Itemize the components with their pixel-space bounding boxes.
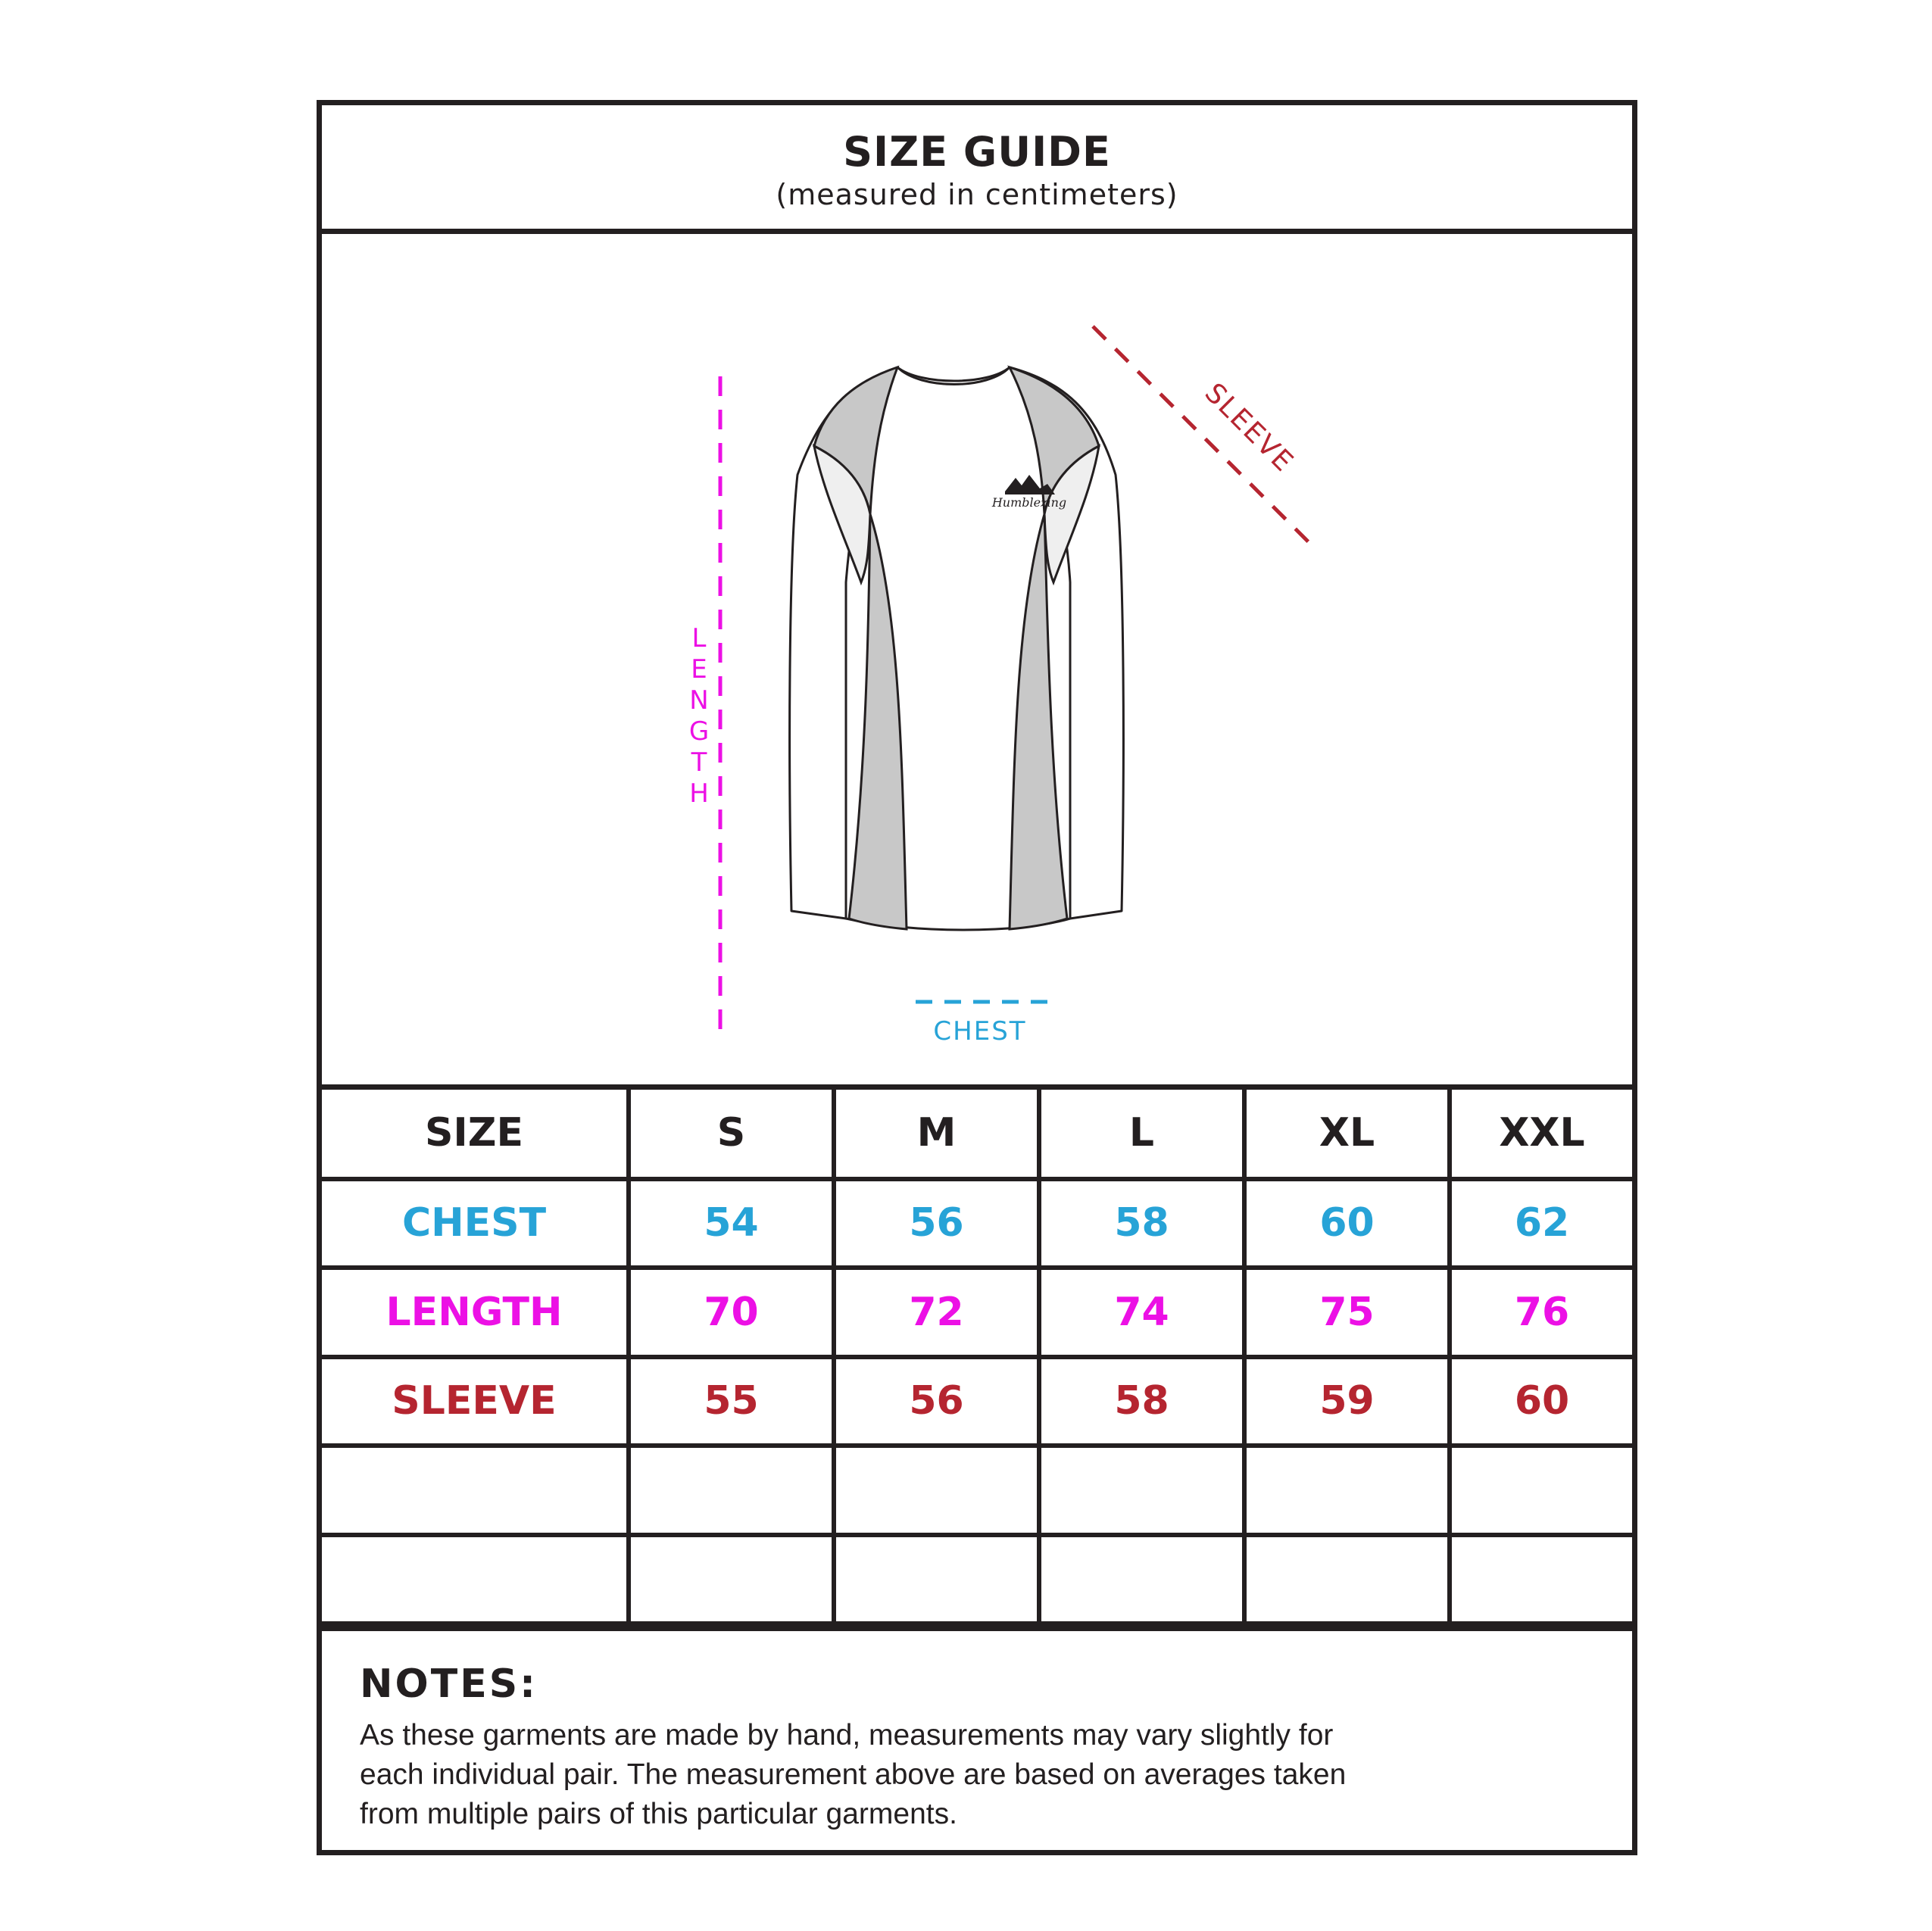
header-size: SIZE (322, 1090, 629, 1179)
garment-diagram (322, 234, 1632, 1090)
table-header-row (322, 1090, 1632, 1179)
table-row-empty (322, 1446, 1632, 1535)
empty-cell (834, 1535, 1039, 1624)
notes-body (360, 1716, 1435, 1834)
empty-cell (1039, 1446, 1244, 1535)
chest-label: CHEST (933, 1016, 1027, 1047)
table-cell: 76 (1450, 1268, 1632, 1357)
length-letter: N (689, 685, 709, 716)
size-guide-card (317, 100, 1637, 1855)
table-cell: 56 (834, 1357, 1039, 1446)
table-cell: 59 (1244, 1357, 1450, 1446)
table-cell: 54 (629, 1179, 834, 1268)
empty-cell (629, 1535, 834, 1624)
page-subtitle: (measured in centimeters) (776, 178, 1178, 211)
header-l: L (1039, 1090, 1244, 1179)
length-letter: H (689, 778, 709, 809)
table-cell: 58 (1039, 1179, 1244, 1268)
table-cell: 60 (1450, 1357, 1632, 1446)
length-letter: T (691, 747, 707, 778)
table-cell: 70 (629, 1268, 834, 1357)
page-title: SIZE GUIDE (843, 128, 1111, 176)
table-row-empty (322, 1535, 1632, 1624)
notes-section (322, 1626, 1632, 1850)
row-label: SLEEVE (322, 1357, 629, 1446)
header-m: M (834, 1090, 1039, 1179)
length-letter: L (691, 623, 707, 654)
header-s: S (629, 1090, 834, 1179)
notes-line: each individual pair. The measurement above are based on averages taken (360, 1758, 1347, 1791)
shirt-illustration (322, 234, 1632, 1090)
brand-logo-text: Humblezing (991, 495, 1067, 510)
notes-title: NOTES: (360, 1661, 538, 1707)
empty-cell (1450, 1535, 1632, 1624)
empty-cell (1450, 1446, 1632, 1535)
length-letter: E (691, 654, 707, 685)
empty-cell (1039, 1535, 1244, 1624)
table-cell: 75 (1244, 1268, 1450, 1357)
empty-cell (322, 1535, 629, 1624)
empty-cell (322, 1446, 629, 1535)
empty-cell (1244, 1535, 1450, 1624)
row-label: LENGTH (322, 1268, 629, 1357)
table-cell: 60 (1244, 1179, 1450, 1268)
notes-line: As these garments are made by hand, measurements may vary slightly for (360, 1719, 1334, 1752)
table-cell: 55 (629, 1357, 834, 1446)
row-label: CHEST (322, 1179, 629, 1268)
table-cell: 56 (834, 1179, 1039, 1268)
empty-cell (1244, 1446, 1450, 1535)
empty-cell (834, 1446, 1039, 1535)
header-xl: XL (1244, 1090, 1450, 1179)
table-cell: 74 (1039, 1268, 1244, 1357)
table-cell: 62 (1450, 1179, 1632, 1268)
notes-line: from multiple pairs of this particular garments. (360, 1798, 957, 1830)
header (322, 105, 1632, 234)
header-xxl: XXL (1450, 1090, 1632, 1179)
table-row-length (322, 1268, 1632, 1357)
table-cell: 72 (834, 1268, 1039, 1357)
table-cell: 58 (1039, 1357, 1244, 1446)
empty-cell (629, 1446, 834, 1535)
table-row-sleeve (322, 1357, 1632, 1446)
sleeve-label: SLEEVE (1198, 377, 1300, 479)
table-row-chest (322, 1179, 1632, 1268)
length-letter: G (688, 716, 710, 747)
size-table (322, 1090, 1632, 1626)
